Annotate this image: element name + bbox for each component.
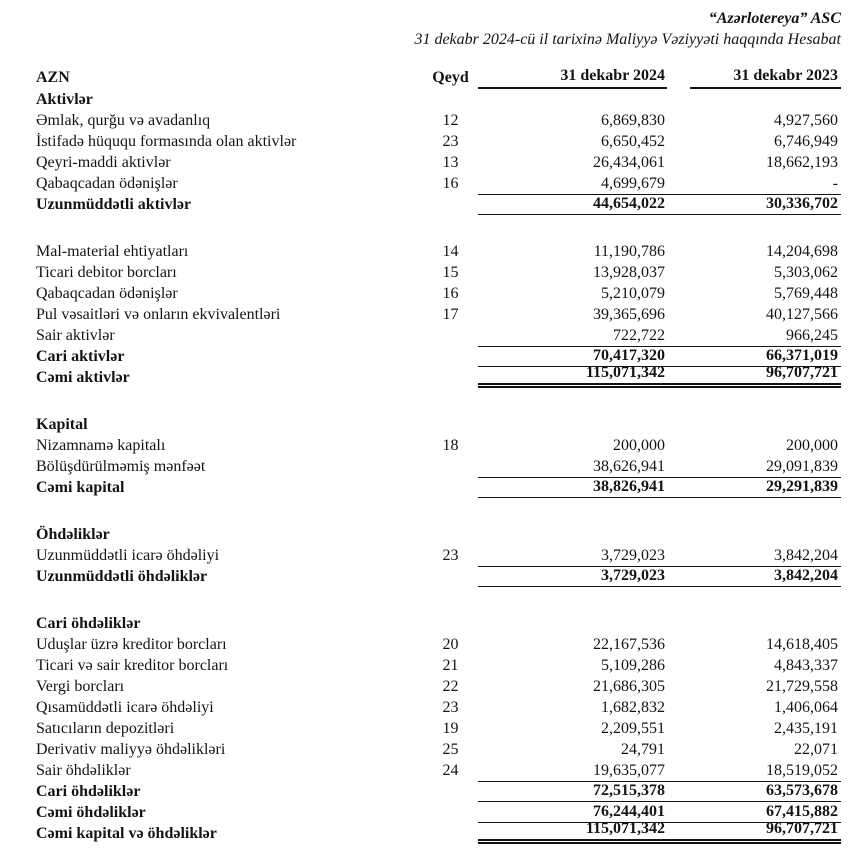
row-values — [478, 131, 841, 152]
value-2023: 67,415,882 — [766, 803, 838, 820]
value-2024: 200,000 — [613, 437, 665, 454]
spacer-row — [36, 498, 841, 524]
row-label: Ticari debitor borcları — [36, 264, 177, 281]
row-note: 18 — [442, 437, 459, 454]
value-2023: 18,519,052 — [766, 762, 838, 779]
value-2023: 22,071 — [794, 741, 838, 758]
table-row — [36, 262, 841, 283]
table-row — [36, 152, 841, 173]
table-row — [36, 718, 841, 739]
table-row — [36, 739, 841, 760]
table-row — [36, 435, 841, 456]
value-2024: 1,682,832 — [601, 699, 665, 716]
table-row — [36, 173, 841, 194]
row-label: İstifadə hüququ formasında olan aktivlər — [36, 133, 297, 150]
currency-header: AZN — [36, 69, 70, 86]
value-2023: 5,303,062 — [774, 264, 838, 281]
value-2023: 14,618,405 — [766, 636, 838, 653]
value-2023: 2,435,191 — [774, 720, 838, 737]
row-values — [478, 566, 841, 587]
row-values — [478, 173, 841, 194]
row-label: Mal-material ehtiyatları — [36, 243, 189, 260]
note-column-header: Qeyd — [432, 69, 469, 86]
value-2023: 29,291,839 — [766, 478, 838, 495]
table-row — [36, 613, 841, 634]
row-values — [478, 760, 841, 781]
table-row — [36, 325, 841, 346]
row-label: Cəmi aktivlər — [36, 369, 130, 386]
row-values — [478, 364, 841, 388]
value-2024: 6,650,452 — [601, 133, 665, 150]
table-rows — [36, 89, 841, 844]
row-label: Kapital — [36, 416, 88, 433]
document-header — [36, 8, 841, 50]
row-label: Cari öhdəliklər — [36, 783, 141, 800]
value-2024: 72,515,378 — [593, 782, 665, 799]
row-values — [478, 283, 841, 304]
row-label: Öhdəliklər — [36, 526, 110, 543]
row-values — [478, 697, 841, 718]
row-values — [478, 152, 841, 173]
value-2024: 11,190,786 — [593, 243, 665, 260]
row-label: Vergi borcları — [36, 678, 125, 695]
value-2023: 3,842,204 — [774, 547, 838, 564]
table-row — [36, 110, 841, 131]
row-values — [478, 613, 841, 634]
row-note: 21 — [442, 657, 459, 674]
column-header-2023: 31 dekabr 2023 — [690, 65, 841, 89]
value-2023: 966,245 — [786, 327, 838, 344]
row-label: Ticari və sair kreditor borcları — [36, 657, 229, 674]
row-note: 23 — [442, 699, 459, 716]
value-2024: 5,109,286 — [601, 657, 665, 674]
value-2024: 39,365,696 — [593, 306, 665, 323]
value-2023: 18,662,193 — [766, 154, 838, 171]
table-row — [36, 545, 841, 566]
row-label: Pul vəsaitləri və onların ekvivalentləri — [36, 306, 281, 323]
row-label: Satıcıların depozitləri — [36, 720, 175, 737]
value-2023: 96,707,721 — [766, 364, 838, 381]
spacer-row — [36, 388, 841, 414]
row-values — [478, 304, 841, 325]
row-note: 20 — [442, 636, 459, 653]
row-values — [478, 820, 841, 844]
table-column-header — [36, 63, 841, 89]
table-row — [36, 655, 841, 676]
value-2024: 76,244,401 — [593, 803, 665, 820]
spacer-row — [36, 215, 841, 241]
value-2024: 70,417,320 — [593, 347, 665, 364]
value-2024: 38,826,941 — [593, 478, 665, 495]
value-2024: 115,071,342 — [585, 820, 665, 837]
value-2024: 6,869,830 — [601, 112, 665, 129]
row-note: 12 — [442, 112, 459, 129]
row-values — [478, 634, 841, 655]
row-label: Cari öhdəliklər — [36, 615, 141, 632]
date-column-headers — [478, 63, 841, 89]
value-2024: 722,722 — [613, 327, 665, 344]
table-row — [36, 283, 841, 304]
value-2023: 66,371,019 — [766, 347, 838, 364]
table-row — [36, 697, 841, 718]
value-2024: 2,209,551 — [601, 720, 665, 737]
value-2024: 3,729,023 — [601, 547, 665, 564]
column-header-2024: 31 dekabr 2024 — [478, 65, 667, 89]
value-2023: 14,204,698 — [766, 243, 838, 260]
table-row — [36, 524, 841, 545]
table-row — [36, 241, 841, 262]
row-label: Uzunmüddətli aktivlər — [36, 196, 192, 213]
row-label: Nizamnamə kapitalı — [36, 437, 166, 454]
value-2023: 1,406,064 — [774, 699, 838, 716]
row-label: Sair aktivlər — [36, 327, 115, 344]
value-2024: 4,699,679 — [601, 175, 665, 192]
row-values — [478, 739, 841, 760]
table-row — [36, 456, 841, 477]
row-label: Cəmi kapital — [36, 479, 125, 496]
row-note: 19 — [442, 720, 459, 737]
row-values — [478, 414, 841, 435]
row-values — [478, 524, 841, 545]
value-2023: - — [832, 175, 838, 192]
row-label: Qeyri-maddi aktivlər — [36, 154, 171, 171]
value-2024: 13,928,037 — [593, 264, 665, 281]
row-values — [478, 477, 841, 498]
value-2024: 24,791 — [621, 741, 665, 758]
table-row — [36, 414, 841, 435]
value-2024: 5,210,079 — [601, 285, 665, 302]
value-2023: 5,769,448 — [774, 285, 838, 302]
row-note: 16 — [442, 285, 459, 302]
table-row — [36, 477, 841, 498]
row-values — [478, 718, 841, 739]
row-note: 17 — [442, 306, 459, 323]
table-row — [36, 634, 841, 655]
row-label: Əmlak, qurğu və avadanlıq — [36, 112, 211, 129]
table-row — [36, 131, 841, 152]
value-2023: 6,746,949 — [774, 133, 838, 150]
row-label: Derivativ maliyyə öhdəlikləri — [36, 741, 226, 758]
value-2024: 19,635,077 — [593, 762, 665, 779]
row-values — [478, 435, 841, 456]
row-values — [478, 676, 841, 697]
row-note: 22 — [442, 678, 459, 695]
row-note: 14 — [442, 243, 459, 260]
table-row — [36, 566, 841, 587]
value-2023: 200,000 — [786, 437, 838, 454]
table-row — [36, 676, 841, 697]
value-2024: 3,729,023 — [601, 567, 665, 584]
row-label: Uzunmüddətli öhdəliklər — [36, 568, 208, 585]
row-label: Qabaqcadan ödənişlər — [36, 285, 178, 302]
value-2023: 21,729,558 — [766, 678, 838, 695]
value-2023: 30,336,702 — [766, 195, 838, 212]
row-values — [478, 456, 841, 477]
row-note: 23 — [442, 547, 459, 564]
row-values — [478, 655, 841, 676]
row-label: Uduşlar üzrə kreditor borcları — [36, 636, 227, 653]
row-label: Qısamüddətli icarə öhdəliyi — [36, 699, 214, 716]
row-note: 16 — [442, 175, 459, 192]
table-row — [36, 781, 841, 802]
row-label: Cari aktivlər — [36, 348, 125, 365]
value-2023: 3,842,204 — [774, 567, 838, 584]
row-values — [478, 325, 841, 346]
value-2023: 63,573,678 — [766, 782, 838, 799]
row-label: Aktivlər — [36, 91, 93, 108]
spacer-row — [36, 587, 841, 613]
value-2024: 22,167,536 — [593, 636, 665, 653]
table-row — [36, 304, 841, 325]
row-values — [478, 89, 841, 110]
row-values — [478, 781, 841, 802]
company-name: “Azərlotereya” ASC — [708, 10, 841, 27]
value-2023: 29,091,839 — [766, 458, 838, 475]
table-row — [36, 364, 841, 388]
row-label: Cəmi kapital və öhdəliklər — [36, 825, 217, 842]
value-2023: 40,127,566 — [766, 306, 838, 323]
report-title: 31 dekabr 2024-cü il tarixinə Maliyyə Vəziyyəti haqqında Hesabat — [414, 31, 841, 48]
row-label: Qabaqcadan ödənişlər — [36, 175, 178, 192]
row-note: 13 — [442, 154, 459, 171]
row-note: 15 — [442, 264, 459, 281]
table-row — [36, 820, 841, 844]
row-values — [478, 194, 841, 215]
row-label: Sair öhdəliklər — [36, 762, 131, 779]
value-2023: 4,927,560 — [774, 112, 838, 129]
row-label: Bölüşdürülməmiş mənfəət — [36, 458, 206, 475]
table-row — [36, 89, 841, 110]
table-row — [36, 760, 841, 781]
row-values — [478, 110, 841, 131]
value-2023: 96,707,721 — [766, 820, 838, 837]
row-values — [478, 262, 841, 283]
row-note: 24 — [442, 762, 459, 779]
row-label: Cəmi öhdəliklər — [36, 804, 146, 821]
table-row — [36, 194, 841, 215]
row-note: 23 — [442, 133, 459, 150]
value-2024: 115,071,342 — [585, 364, 665, 381]
value-2024: 38,626,941 — [593, 458, 665, 475]
value-2024: 26,434,061 — [593, 154, 665, 171]
value-2024: 44,654,022 — [593, 195, 665, 212]
value-2023: 4,843,337 — [774, 657, 838, 674]
row-note: 25 — [442, 741, 459, 758]
row-values — [478, 545, 841, 566]
row-label: Uzunmüddətli icarə öhdəliyi — [36, 547, 220, 564]
row-values — [478, 241, 841, 262]
value-2024: 21,686,305 — [593, 678, 665, 695]
